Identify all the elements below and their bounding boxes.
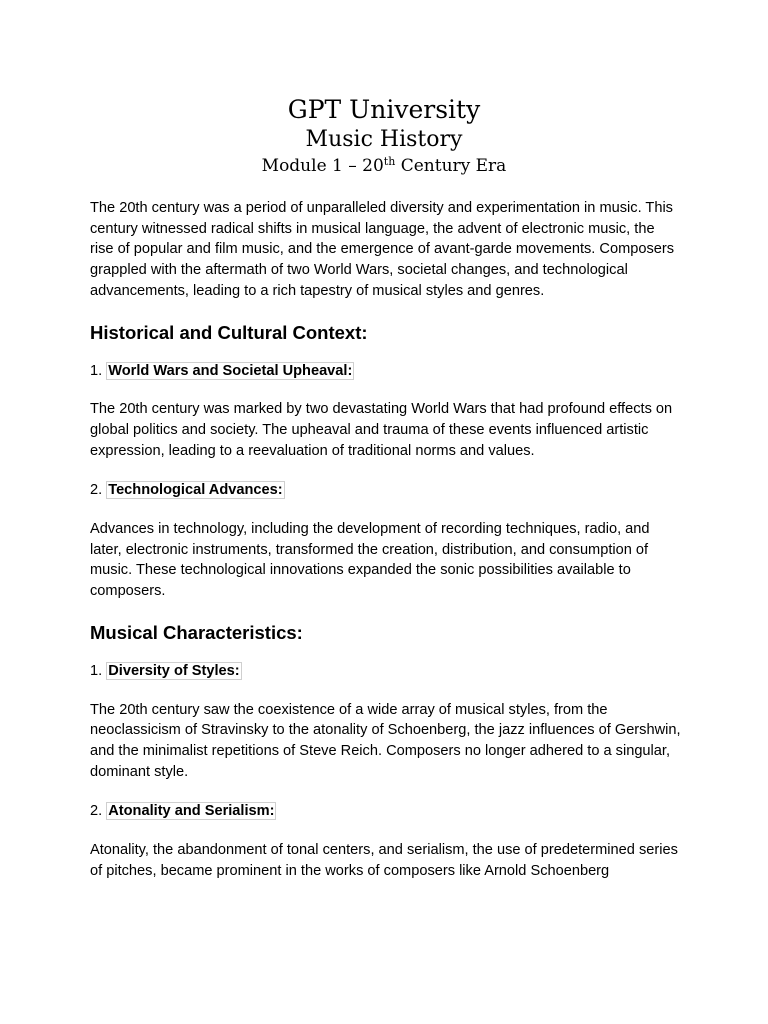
list-item-body: The 20th century saw the coexistence of a wide array of musical styles, from the neoclassicism of Stravinsky to the atonality of Schoenberg, the jazz influences of Gershwin, and the minimalist repetitions of Steve Reich. Composers no longer adhered to a singular, dominant style.	[90, 701, 681, 780]
title-block	[0, 94, 768, 178]
list-item-title: World Wars and Societal Upheaval:	[108, 362, 353, 379]
list-item-body: Advances in technology, including the development of recording techniques, radio, and later, electronic instruments, transformed the creation, distribution, and consumption of music. These technological innovations expanded the sonic possibilities available to composers.	[90, 521, 650, 600]
module-heading	[0, 154, 768, 178]
document-title: GPT University	[287, 95, 481, 124]
list-item-body: The 20th century was marked by two devastating World Wars that had profound effects on global politics and society. The upheaval and trauma of these events influenced artistic expression, leading to a reevaluation of traditional norms and values.	[90, 401, 673, 459]
module-heading-superscript: th	[383, 155, 396, 168]
list-item-number: 2.	[90, 482, 103, 499]
list-item-number: 1.	[90, 362, 103, 379]
list-item-heading	[90, 801, 682, 822]
list-item-heading	[90, 480, 682, 501]
list-item-title: Technological Advances:	[108, 482, 283, 499]
module-heading-prefix: Module 1 – 20	[261, 156, 384, 176]
list-item-title: Diversity of Styles:	[108, 662, 240, 679]
module-heading-suffix: Century Era	[395, 156, 507, 176]
list-item-heading	[90, 661, 682, 682]
list-item-heading	[90, 361, 682, 382]
intro-paragraph: The 20th century was a period of unparalleled diversity and experimentation in music. This century witnessed radical shifts in musical language, the advent of electronic music, the rise of popular and film music, and the emergence of avant-garde movements. Composers grappled with the aftermath of two World Wars, societal changes, and technological advancements, leading to a rich tapestry of musical styles and genres.	[90, 200, 675, 299]
document-body	[90, 198, 682, 900]
section-heading-musical-characteristics: Musical Characteristics:	[90, 621, 303, 643]
list-item-number: 2.	[90, 803, 103, 820]
document-subtitle: Music History	[305, 127, 463, 152]
list-item-number: 1.	[90, 662, 103, 679]
section-heading-historical-context: Historical and Cultural Context:	[90, 321, 368, 343]
list-item-title: Atonality and Serialism:	[108, 803, 275, 820]
list-item-body: Atonality, the abandonment of tonal centers, and serialism, the use of predetermined series of pitches, became prominent in the works of composers like Arnold Schoenberg	[90, 842, 678, 879]
